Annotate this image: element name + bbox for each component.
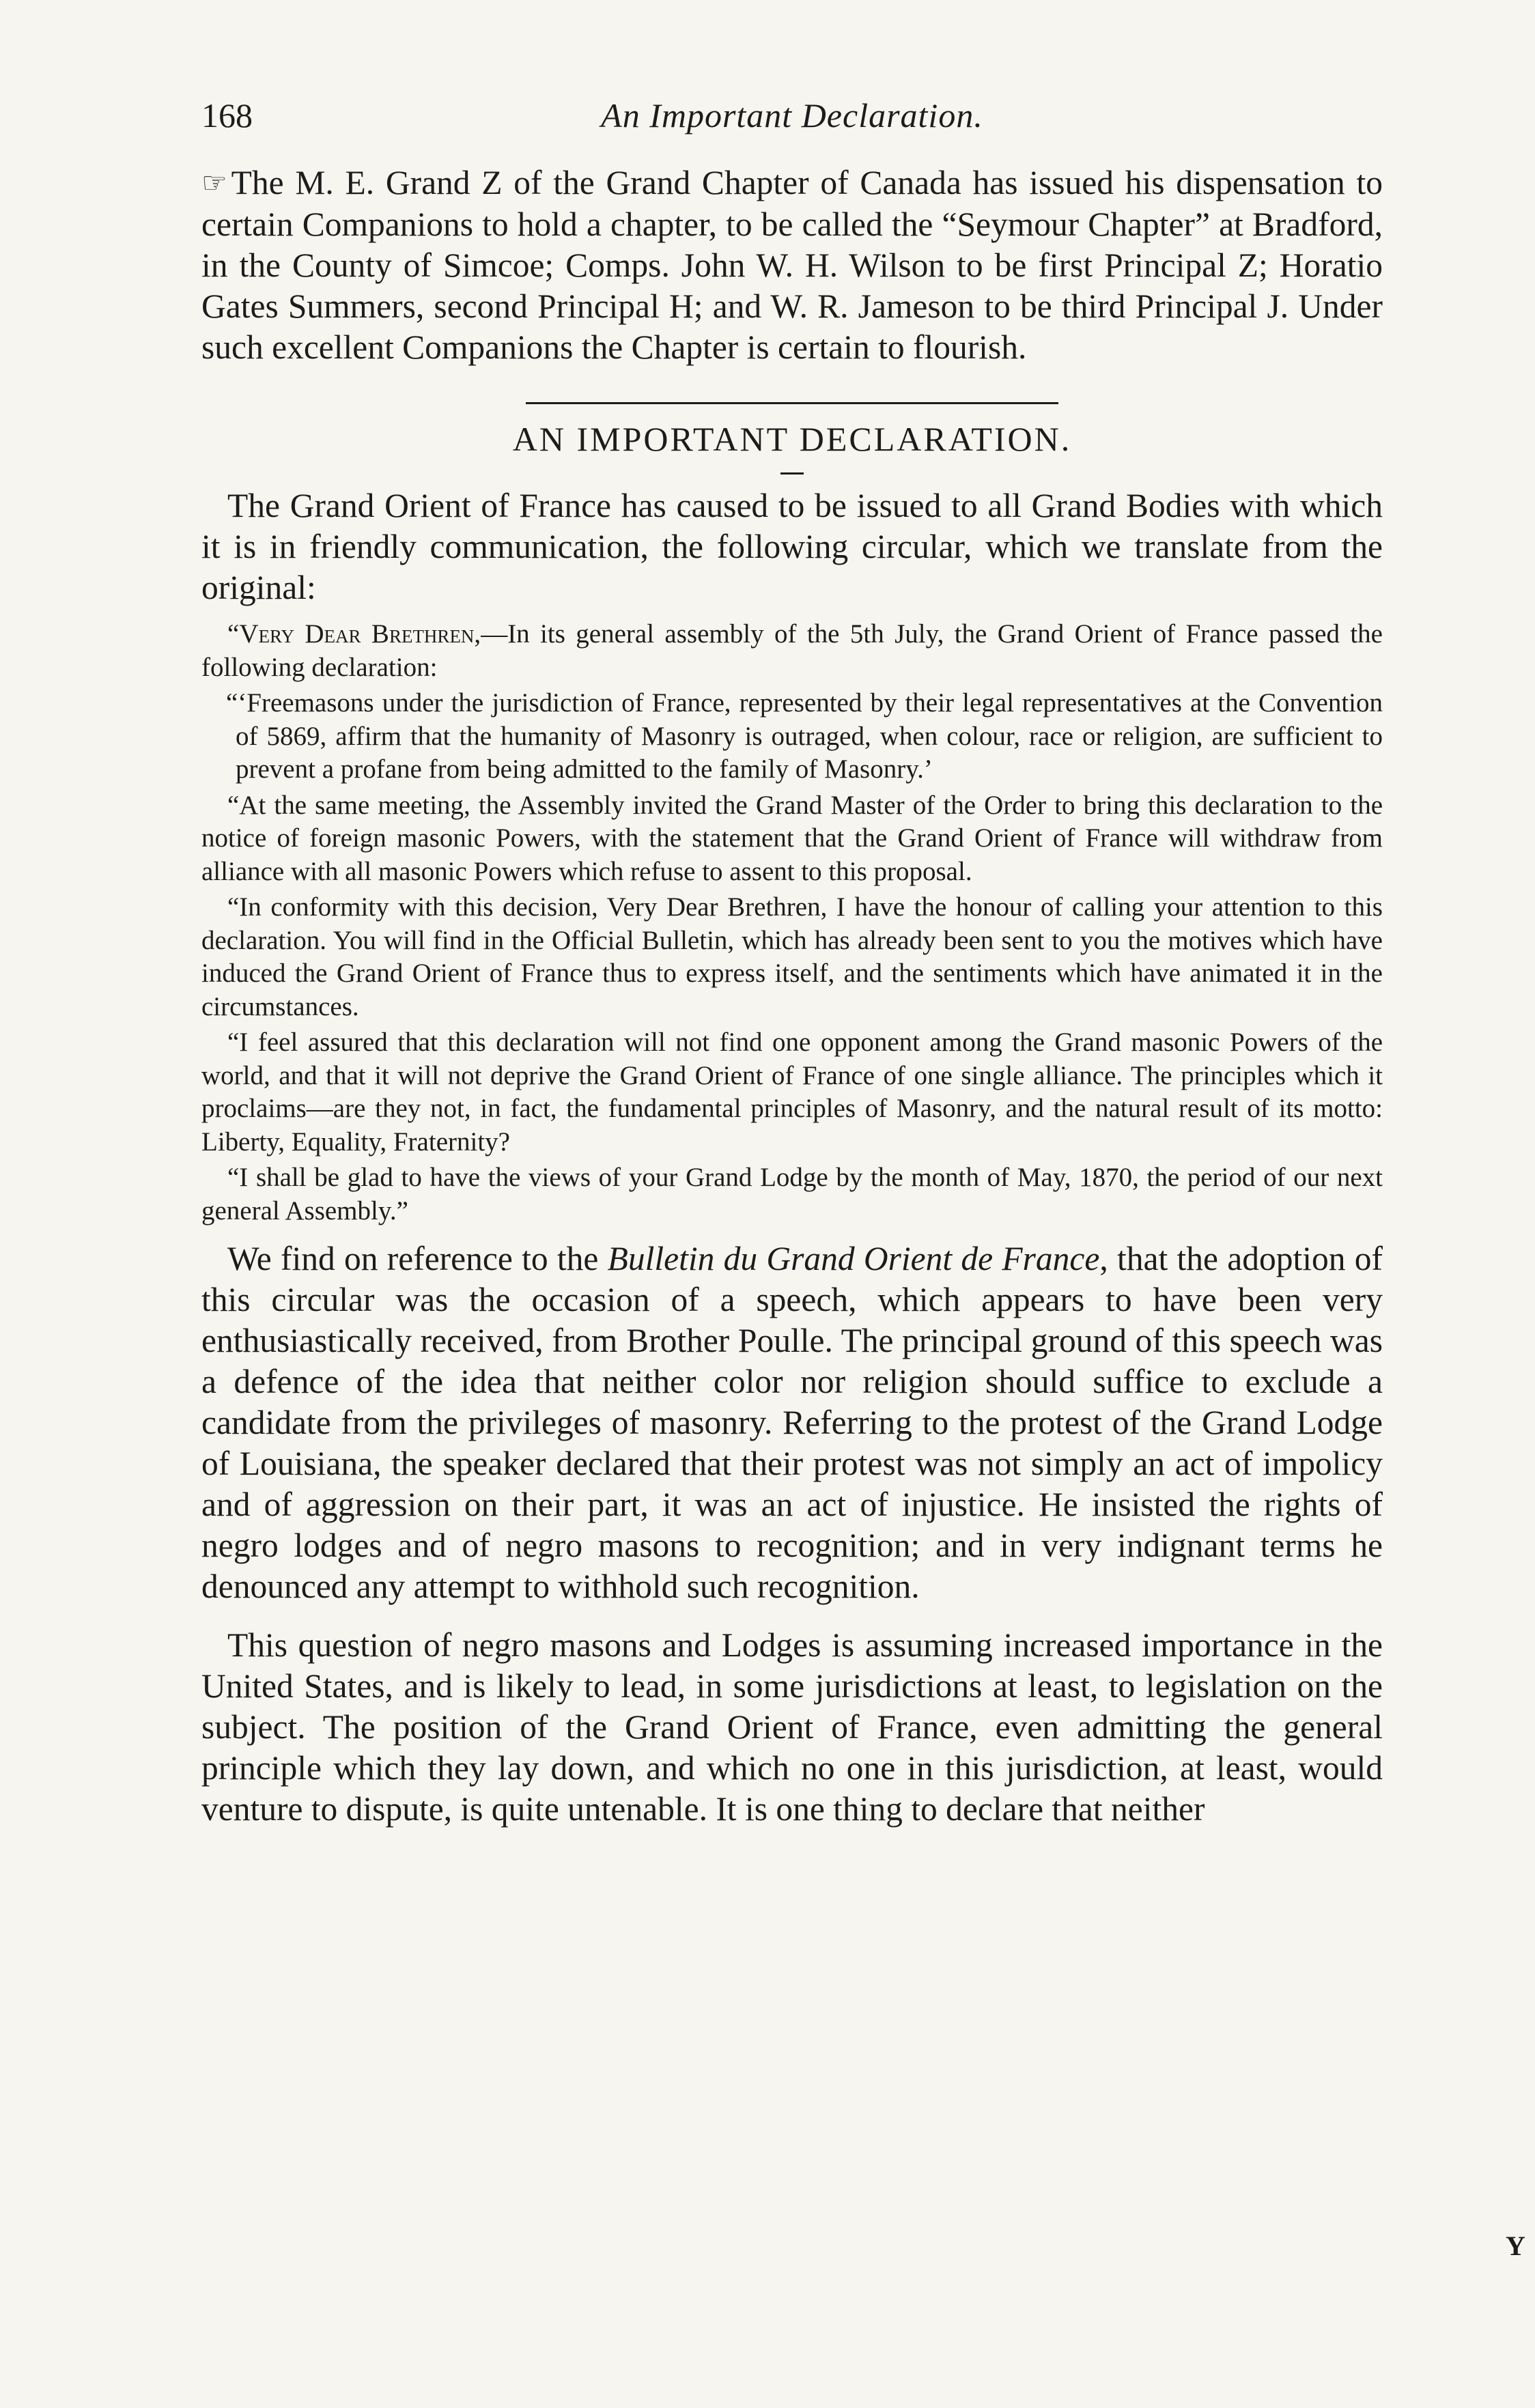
article-title: AN IMPORTANT DECLARATION. [512,420,1072,458]
notice-text: The M. E. Grand Z of the Grand Chapter of Canada has issued his dispensation to certain Companions to hold a chapter, to be called the “Seymour Chapter” at Bradford, in the County of Simcoe; Comps. John W. H. Wilson to be first Principal Z; Horatio Gates Summers, second Principal H; and W. R. Jameson to be third Principal J. Under such excellent Companions the Chapter is certain to flourish. [201,164,1383,366]
circular-paragraph-2: “At the same meeting, the Assembly invited the Grand Master of the Order to bring this declaration to the notice of foreign masonic Powers, with the statement that the Grand Orient of France will withdraw from alliance with all masonic Powers which refuse to assent to this proposal. [201,790,1383,886]
section-divider [526,402,1058,404]
title-dash [780,472,804,474]
notice-paragraph [201,162,1383,368]
running-title: An Important Declaration. [601,96,983,134]
article-paragraph-1 [201,1238,1383,1607]
paragraph-1-start: We find on reference to the [227,1240,608,1277]
page-header [201,96,1383,157]
page-number: 168 [201,96,253,134]
circular-declaration: “‘Freemasons under the jurisdiction of France, represented by their legal representatives at the Convention of 5869, affirm that the humanity of Masonry is outraged, when colour, race or religion, are sufficient to prevent a profane from being admitted to the family of Masonry.’ [226,688,1383,784]
circular-paragraph-1: “Very Dear Brethren,—In its general assembly of the 5th July, the Grand Orient of France passed the following declaration: [201,619,1383,682]
circular-paragraph-5: “I shall be glad to have the views of your Grand Lodge by the month of May, 1870, the period of our next general Assembly.” [201,1163,1383,1226]
pointing-hand-icon: ☞ [201,168,227,199]
catchword: Y [1506,2230,1525,2261]
page [201,96,1383,1830]
paragraph-1-rest: , that the adoption of this circular was the occasion of a speech, which appears to have been very enthusiastically received, from Brother Poulle. The principal ground of this speech was a defence of the idea that neither color nor religion should suffice to exclude a candidate from the privileges of masonry. Referring to the protest of the Grand Lodge of Louisiana, the speaker declared that their protest was not simply an act of impolicy and of aggression on their part, it was an act of injustice. He insisted the rights of negro lodges and of negro masons to recognition; and in very indignant terms he denounced any attempt to withhold such recognition. [201,1240,1383,1605]
circular-salutation: Very Dear Brethren, [239,619,481,649]
circular-paragraph-3: “In conformity with this decision, Very Dear Brethren, I have the honour of calling your attention to this declaration. You will find in the Official Bulletin, which has already been sent to you the motives which have induced the Grand Orient of France thus to express itself, and the sentiments which have animated it in the circumstances. [201,892,1383,1021]
article-paragraph-2: This question of negro masons and Lodges is assuming increased importance in the United States, and is likely to lead, in some jurisdictions at least, to legislation on the subject. The position of the Grand Orient of France, even admitting the general principle which they lay down, and which no one in this jurisdiction, at least, would venture to dispute, is quite untenable. It is one thing to declare that neither [201,1626,1383,1828]
article-intro: The Grand Orient of France has caused to be issued to all Grand Bodies with which it is in friendly communication, the following circular, which we translate from the original: [201,487,1383,606]
circular-paragraph-4: “I feel assured that this declaration will not find one opponent among the Grand masonic Powers of the world, and that it will not deprive the Grand Orient of France of one single alliance. The principles which it proclaims—are they not, in fact, the fundamental principles of Masonry, and the natural result of its motto: Liberty, Equality, Fraternity? [201,1028,1383,1157]
bulletin-title: Bulletin du Grand Orient de France [607,1240,1100,1277]
circular-paragraph-1-text: —In its general assembly of the 5th July, the Grand Orient of France passed the following declaration: [201,619,1383,682]
